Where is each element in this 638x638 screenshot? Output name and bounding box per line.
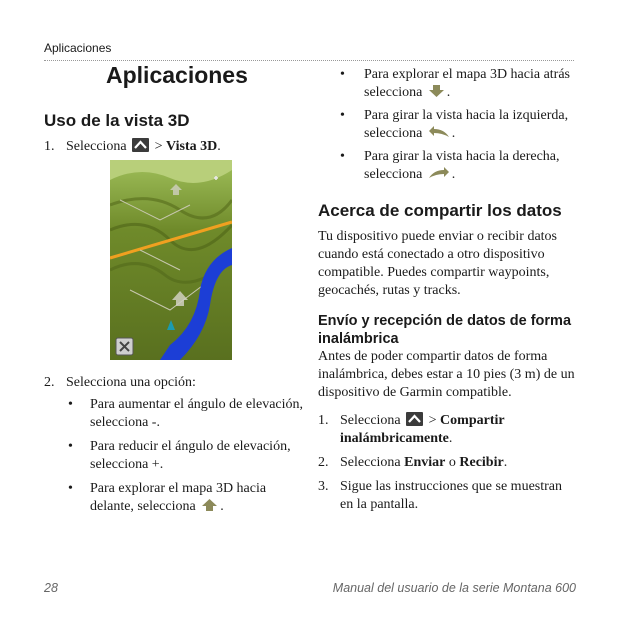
page-number: 28 <box>44 581 58 595</box>
share-step-3 <box>318 478 576 514</box>
share-step-1 <box>318 412 576 448</box>
step-text: Selecciona <box>66 139 127 154</box>
step-end: . <box>217 139 221 154</box>
section-title: Aplicaciones <box>106 62 248 88</box>
bullet-dot: • <box>68 439 73 454</box>
bullet-end: . <box>220 499 224 514</box>
running-head: Aplicaciones <box>44 41 112 55</box>
left-lower <box>44 374 306 516</box>
step-text: Sigue las instrucciones que se muestran en la pantalla. <box>340 479 563 512</box>
step-bold: Vista 3D <box>166 139 218 154</box>
back-arrow-icon <box>428 84 445 98</box>
bullet-decrease <box>44 438 306 474</box>
heading-wireless: Envío y recepción de datos de forma inalámbrica <box>318 313 572 347</box>
bullet-dot: • <box>340 67 345 82</box>
manual-title: Manual del usuario de la serie Montana 600 <box>332 581 576 595</box>
bullet-text: Para girar la vista hacia la derecha, selecciona <box>364 149 560 182</box>
step-1 <box>44 138 306 156</box>
bullet-increase <box>44 396 306 432</box>
left-column <box>44 110 306 156</box>
step-end: . <box>448 431 453 446</box>
step-number: 3. <box>318 479 329 494</box>
step-bold: Compartir inalámbricamente <box>340 413 505 446</box>
step-2 <box>44 374 306 392</box>
step-separator: > <box>154 139 163 154</box>
bullet-dot: • <box>340 149 345 164</box>
heading-share-data: Acerca de compartir los datos <box>318 201 562 220</box>
bullet-end: . <box>451 167 456 182</box>
step-number: 1. <box>318 413 329 428</box>
step-end: . <box>503 455 508 470</box>
step-text: Selecciona <box>340 413 401 428</box>
bullet-text: Para reducir el ángulo de elevación, selecciona +. <box>90 439 291 472</box>
bullet-text: Para explorar el mapa 3D hacia atrás selecciona <box>364 67 571 100</box>
rotate-right-icon <box>428 166 450 180</box>
bullet-dot: • <box>68 481 73 496</box>
bullet-text: Para explorar el mapa 3D hacia delante, selecciona <box>90 481 267 514</box>
step-number: 1. <box>44 139 55 154</box>
bullet-text: Para aumentar el ángulo de elevación, selecciona -. <box>90 397 304 430</box>
bullet-rotate-right <box>318 148 576 184</box>
step-text: Selecciona una opción: <box>66 375 196 390</box>
step-number: 2. <box>318 455 329 470</box>
step-number: 2. <box>44 375 55 390</box>
bullet-dot: • <box>68 397 73 412</box>
bullet-back <box>318 66 576 102</box>
bullet-end: . <box>451 126 456 141</box>
send-label: Enviar <box>404 455 446 470</box>
map-3d-screenshot <box>110 160 232 360</box>
up-arrow-menu-icon <box>406 412 423 426</box>
heading-3d-view: Uso de la vista 3D <box>44 111 190 130</box>
up-arrow-menu-icon <box>132 138 149 152</box>
right-column <box>318 66 576 514</box>
receive-label: Recibir <box>459 455 504 470</box>
step-separator: > <box>428 413 437 428</box>
or-text: o <box>448 455 456 470</box>
bullet-rotate-left <box>318 107 576 143</box>
share-intro-paragraph: Tu dispositivo puede enviar o recibir datos cuando está conectado a otro dispositivo compatible. Puedes compartir waypoints, geocachés, rutas y tracks. <box>318 229 558 298</box>
close-icon[interactable] <box>116 338 133 355</box>
bullet-text: Para girar la vista hacia la izquierda, selecciona <box>364 108 569 141</box>
bullet-dot: • <box>340 108 345 123</box>
bullet-forward <box>44 480 306 516</box>
header-divider <box>44 60 574 61</box>
bullet-end: . <box>446 85 451 100</box>
wireless-paragraph: Antes de poder compartir datos de forma inalámbrica, debes estar a 10 pies (3 m) de un dispositivo de Garmin compatible. <box>318 349 575 400</box>
rotate-left-icon <box>428 125 450 139</box>
forward-arrow-icon <box>201 498 218 512</box>
step-text: Selecciona <box>340 455 401 470</box>
share-step-2 <box>318 454 576 472</box>
